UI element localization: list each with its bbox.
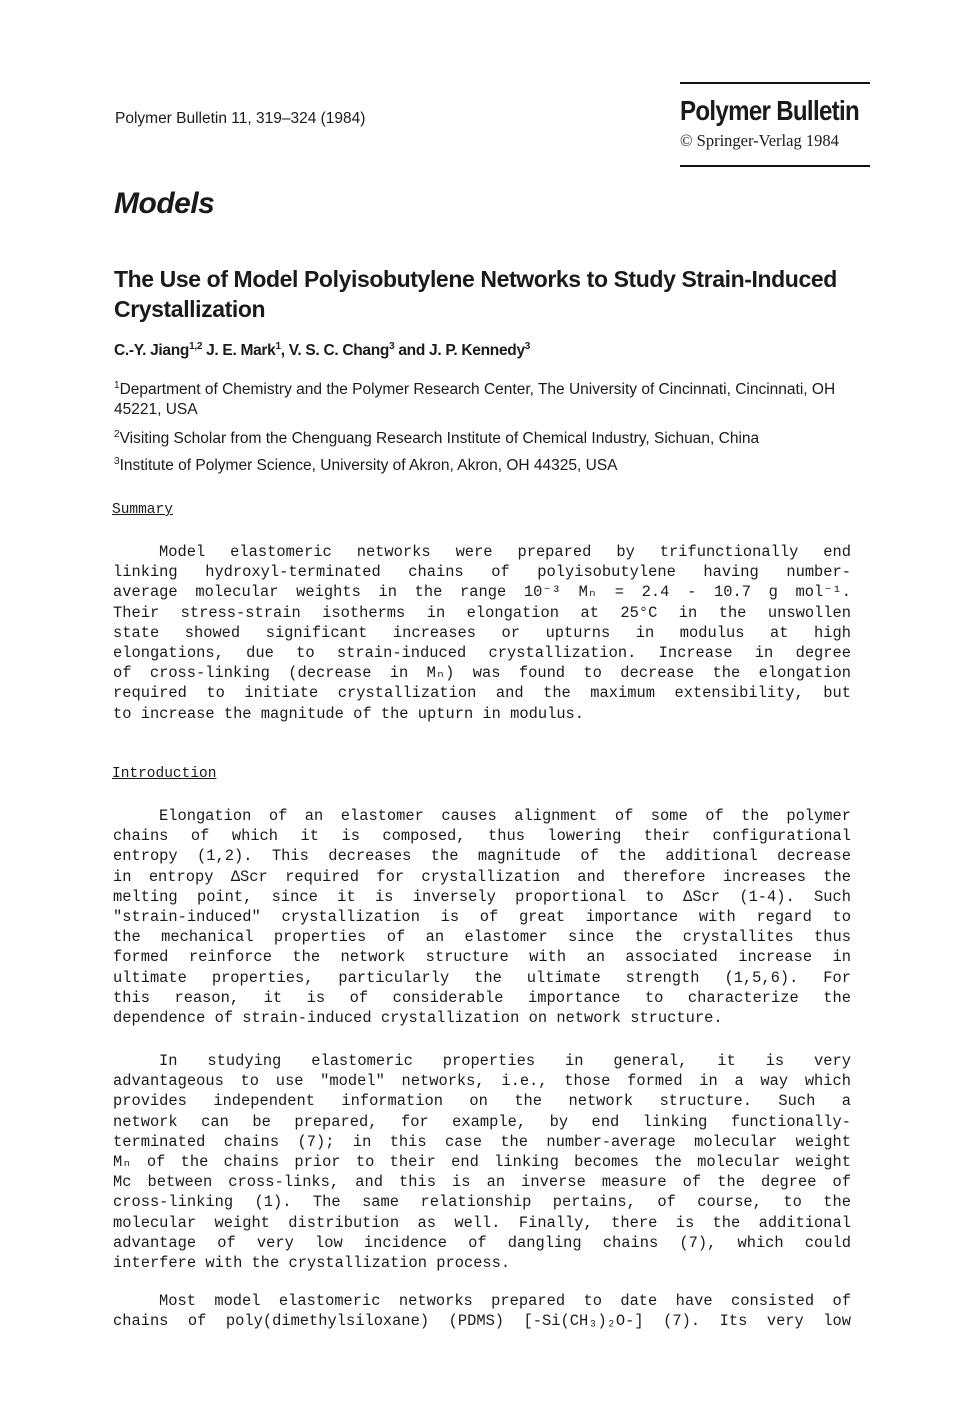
text-line: cross-linking (1). The same relationship pertains, of course, to the [113, 1193, 851, 1212]
text-line: entropy (1,2). This decreases the magnitude of the additional decrease [113, 847, 851, 866]
summary-heading: Summary [112, 502, 173, 518]
author-affiliation-mark: 3 [389, 341, 395, 352]
text-line: network can be prepared, for example, by end linking functionally- [113, 1112, 851, 1131]
text-line: In studying elastomeric properties in general, it is very [159, 1052, 851, 1070]
text-line: state showed significant increases or upturns in modulus at high [113, 623, 851, 642]
text-line: in entropy ΔScr required for crystallization and therefore increases the [113, 867, 851, 886]
text-line: advantageous to use "model" networks, i.e., those formed in a way which [113, 1072, 851, 1091]
affiliation-mark: 3 [114, 456, 120, 467]
author-name: , V. S. C. Chang [280, 342, 390, 360]
text-line: to increase the magnitude of the upturn in modulus. [113, 704, 585, 723]
introduction-paragraph [113, 806, 851, 1028]
author-name: J. E. Mark [202, 342, 276, 360]
summary-paragraph [113, 542, 851, 724]
text-line: this reason, it is of considerable importance to characterize the [113, 988, 851, 1007]
section-label: Models [114, 187, 215, 220]
text-line: required to initiate crystallization and the maximum extensibility, but [113, 684, 851, 703]
affiliation-mark: 1 [114, 380, 120, 391]
text-line: Model elastomeric networks were prepared by trifunctionally end [159, 543, 851, 561]
text-line: Elongation of an elastomer causes alignment of some of the polymer [159, 807, 851, 825]
author-affiliation-mark: 1 [275, 341, 281, 352]
text-line: average molecular weights in the range 10⁻³ Mₙ = 2.4 - 10.7 g mol⁻¹. [113, 583, 851, 602]
author-affiliation-mark: 1,2 [189, 341, 203, 352]
text-line: Their stress-strain isotherms in elongation at 25°C in the unswollen [113, 603, 851, 622]
affiliation [114, 425, 874, 449]
journal-citation: Polymer Bulletin 11, 319–324 (1984) [115, 110, 366, 127]
text-line: melting point, since it is inversely proportional to ΔScr (1-4). Such [113, 887, 851, 906]
text-line: Mc between cross-links, and this is an inverse measure of the degree of [113, 1173, 851, 1192]
affiliation-text: Institute of Polymer Science, University of Akron, Akron, OH 44325, USA [119, 457, 618, 475]
affiliation [114, 452, 874, 476]
text-line: chains of which it is composed, thus lowering their configurational [113, 827, 851, 846]
text-line: formed reinforce the network structure with an associated increase in [113, 948, 851, 967]
affiliation-mark: 2 [114, 429, 120, 440]
text-line: "strain-induced" crystallization is of great importance with regard to [113, 907, 851, 926]
author-affiliation-mark: 3 [524, 341, 531, 352]
affiliation [114, 376, 874, 420]
journal-name: Polymer Bulletin [680, 95, 860, 126]
text-line: elongations, due to strain-induced crystallization. Increase in degree [113, 643, 851, 662]
text-line: terminated chains (7); in this case the number-average molecular weight [113, 1132, 851, 1151]
text-line: the mechanical properties of an elastomer since the crystallites thus [113, 928, 851, 947]
text-line: provides independent information on the network structure. Such a [113, 1092, 851, 1111]
text-line: Mₙ of the chains prior to their end linking becomes the molecular weight [113, 1152, 851, 1171]
journal-masthead [680, 82, 870, 167]
publisher-copyright: © Springer-Verlag 1984 [680, 131, 839, 151]
introduction-paragraph [113, 1291, 851, 1331]
text-line: linking hydroxyl-terminated chains of polyisobutylene having number- [113, 563, 851, 582]
text-line: advantage of very low incidence of dangling chains (7), which could [113, 1233, 851, 1252]
text-line: Most model elastomeric networks prepared to date have consisted of [159, 1292, 851, 1310]
author-name: and J. P. Kennedy [394, 342, 525, 360]
author-name: C.-Y. Jiang [114, 342, 190, 360]
text-line: dependence of strain-induced crystallization on network structure. [113, 1008, 723, 1027]
text-line: ultimate properties, particularly the ultimate strength (1,5,6). For [113, 968, 851, 987]
text-line: interfere with the crystallization process. [113, 1253, 511, 1272]
text-line: of cross-linking (decrease in Mₙ) was found to decrease the elongation [113, 664, 851, 683]
article-title: The Use of Model Polyisobutylene Networks to Study Strain-Induced Crystallization [114, 266, 837, 322]
text-line: molecular weight distribution as well. Finally, there is the additional [113, 1213, 851, 1232]
introduction-paragraph [113, 1051, 851, 1273]
affiliation-text: Department of Chemistry and the Polymer Research Center, The University of Cincinnati, Cincinnati, OH 45221, USA [114, 381, 836, 419]
text-line: chains of poly(dimethylsiloxane) (PDMS) [-Si(CH₃)₂O-] (7). Its very low [113, 1312, 851, 1331]
affiliation-text: Visiting Scholar from the Chenguang Research Institute of Chemical Industry, Sichuan, China [119, 430, 760, 448]
author-list [114, 341, 530, 360]
introduction-heading: Introduction [112, 766, 217, 782]
